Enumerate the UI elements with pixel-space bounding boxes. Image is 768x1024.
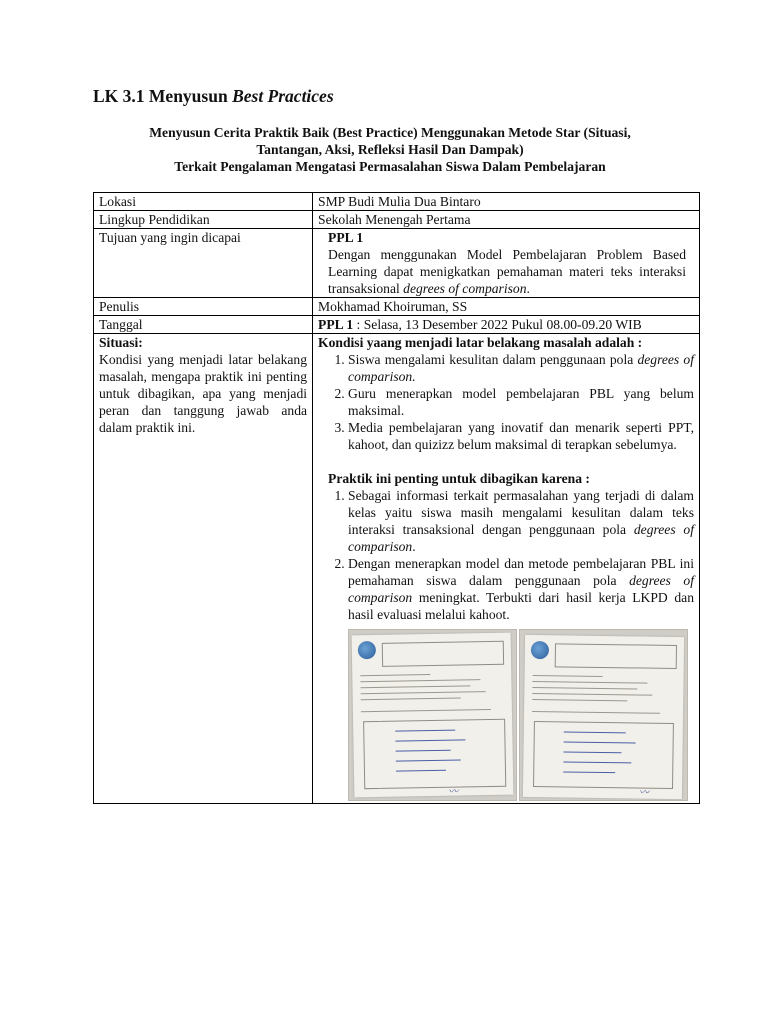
- row-lokasi: [94, 193, 700, 211]
- situasi-right: [313, 334, 700, 804]
- tujuan-text-italic: degrees of comparison: [403, 281, 527, 296]
- item-end: meningkat. Terbukti dari hasil kerja LKPD dan hasil evaluasi melalui kahoot.: [348, 590, 694, 622]
- situasi-description: Kondisi yang menjadi latar belakang masalah, mengapa praktik ini penting untuk dibagikan, apa yang menjadi peran dan tanggung jawab anda dalam praktik ini.: [99, 352, 308, 435]
- item-text: Guru menerapkan model pembelajaran PBL yang belum maksimal.: [348, 386, 694, 418]
- list-item: [348, 351, 694, 385]
- tujuan-text-main: Dengan menggunakan Model Pembelajaran Problem Based Learning dapat menigkatkan pemahaman materi teks interaksi transaksional: [328, 247, 686, 296]
- worksheet-photo-left: [348, 629, 517, 801]
- worksheet-photos: [348, 629, 688, 801]
- tanggal-value: [313, 316, 700, 334]
- item-text: Sebagai informasi terkait permasalahan yang terjadi di dalam kelas yaitu siswa masih mengalami kesulitan dalam teks interaksi transaksional dengan penggunaan pola: [348, 488, 694, 537]
- tujuan-text: [318, 246, 694, 297]
- item-end: .: [412, 539, 416, 554]
- subtitle-line-2: Tantangan, Aksi, Refleksi Hasil Dan Dampak): [256, 142, 524, 157]
- title-italic: Best Practices: [232, 86, 334, 106]
- row-situasi: [94, 334, 700, 804]
- row-penulis: [94, 298, 700, 316]
- lokasi-label: Lokasi: [94, 193, 313, 211]
- lingkup-value: Sekolah Menengah Pertama: [313, 211, 700, 229]
- penulis-label: Penulis: [94, 298, 313, 316]
- row-tujuan: [94, 229, 700, 298]
- praktik-heading: Praktik ini penting untuk dibagikan karena :: [328, 471, 590, 486]
- title-prefix: LK 3.1 Menyusun: [93, 86, 233, 106]
- list-item: [348, 385, 694, 419]
- signature-mark: 〰: [638, 787, 650, 799]
- kondisi-list: [318, 351, 694, 453]
- penulis-value: Mokhamad Khoiruman, SS: [313, 298, 700, 316]
- worksheet-sheet: [523, 635, 684, 799]
- school-logo-icon: [531, 641, 549, 659]
- best-practice-table: [93, 192, 700, 804]
- tanggal-label: Tanggal: [94, 316, 313, 334]
- tujuan-label: Tujuan yang ingin dicapai: [94, 229, 313, 298]
- lokasi-value: SMP Budi Mulia Dua Bintaro: [313, 193, 700, 211]
- worksheet-photo-right: [519, 629, 688, 801]
- situasi-label: Situasi:: [99, 335, 143, 350]
- header-box: [555, 643, 677, 669]
- item-text: Siswa mengalami kesulitan dalam penggunaan pola: [348, 352, 638, 367]
- school-logo-icon: [358, 641, 376, 659]
- alasan-list: [318, 487, 694, 623]
- page-title: [93, 86, 334, 107]
- situasi-heading: Kondisi yaang menjadi latar belakang masalah adalah :: [318, 335, 643, 350]
- row-tanggal: [94, 316, 700, 334]
- header-box: [382, 641, 504, 667]
- item-italic: degrees of comparison: [348, 573, 694, 605]
- row-lingkup: [94, 211, 700, 229]
- subtitle-line-3: Terkait Pengalaman Mengatasi Permasalahan Siswa Dalam Pembelajaran: [174, 159, 606, 174]
- subtitle-line-1: Menyusun Cerita Praktik Baik (Best Practice) Menggunakan Metode Star (Situasi,: [149, 125, 631, 140]
- tanggal-ppl: PPL 1: [318, 317, 354, 332]
- lingkup-label: Lingkup Pendidikan: [94, 211, 313, 229]
- item-text: Dengan menerapkan model dan metode pembelajaran PBL ini pemahaman siswa dalam penggunaan pola: [348, 556, 694, 588]
- list-item: [348, 555, 694, 623]
- subtitle: [80, 124, 700, 175]
- item-italic: degrees of comparison: [348, 522, 694, 554]
- list-item: [348, 487, 694, 555]
- tanggal-text: : Selasa, 13 Desember 2022 Pukul 08.00-09.20 WIB: [353, 317, 642, 332]
- tujuan-text-end: .: [526, 281, 530, 296]
- situasi-left: [94, 334, 313, 804]
- item-text: Media pembelajaran yang inovatif dan menarik seperti PPT, kahoot, dan quizizz belum maksimal di terapkan sebelumya.: [348, 420, 694, 452]
- list-item: [348, 419, 694, 453]
- item-italic: degrees of comparison.: [348, 352, 694, 384]
- tujuan-cell: [313, 229, 700, 298]
- worksheet-sheet: [352, 633, 514, 798]
- tujuan-heading: PPL 1: [328, 230, 364, 245]
- signature-mark: 〰: [448, 786, 459, 798]
